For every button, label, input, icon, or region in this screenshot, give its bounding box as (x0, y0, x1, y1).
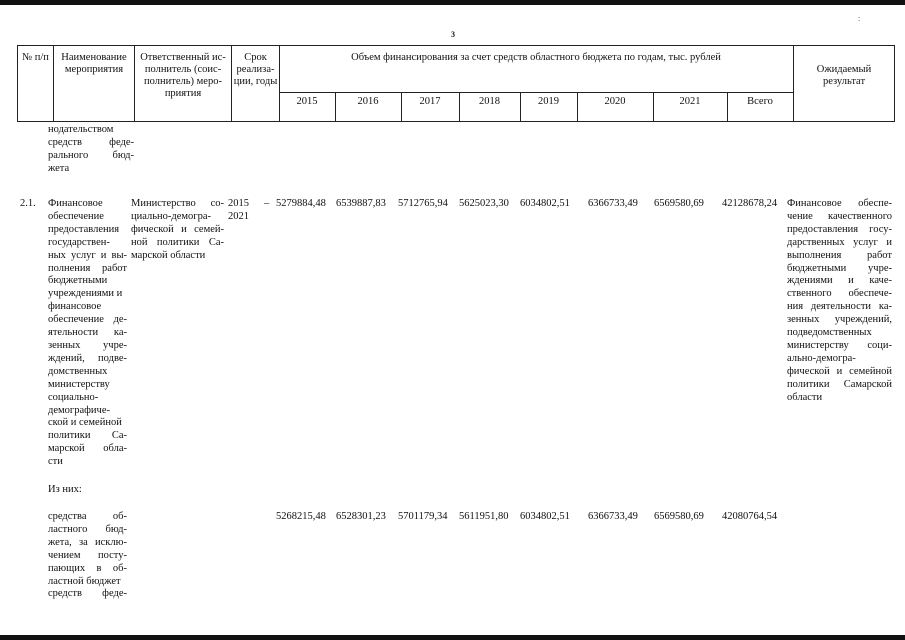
header-name: Наименование мероприятия (61, 52, 127, 75)
year-header: 2017 (419, 96, 441, 107)
header-term: Срок реализации, годы (233, 52, 278, 87)
header-funding: Объем финансирования за счет средств областного бюджета по годам, тыс. рублей (351, 52, 721, 63)
value-total: 42128678,24 (722, 198, 778, 209)
value-2015: 5279884,48 (276, 198, 326, 209)
value-2018: 5625023,30 (459, 198, 509, 209)
header-result: Ожидаемый результат (816, 64, 872, 87)
year-header: 2021 (679, 96, 701, 107)
sub-value-2020: 6366733,49 (588, 511, 638, 522)
row-name: Финансовое обеспечение предоставления государствен- ных услуг и вы- полнения работ бюджетными учреждениями и финансовое обеспечение де- ятельности ка- зенных учре- ждений, подве- домственных министерству социально- демографиче- ской и семейной политики Са- марской обла- сти (48, 198, 127, 468)
row-border (17, 45, 895, 46)
value-2019: 6034802,51 (520, 198, 570, 209)
col-border (279, 45, 280, 122)
sub-row-name: средства об- ластного бюд- жета, за исклю- чением посту- пающих в об- ластной бюджет средств феде- (48, 511, 127, 600)
col-border (894, 45, 895, 122)
budget-table-header (17, 45, 895, 122)
sub-value-2015: 5268215,48 (276, 511, 326, 522)
col-border (134, 45, 135, 122)
continued-name-text: нодательством средств феде- рального бюд- жета (48, 124, 134, 174)
bottom-border-rule (0, 635, 905, 640)
value-2017: 5712765,94 (398, 198, 448, 209)
sub-value-2018: 5611951,80 (459, 511, 509, 522)
sub-value-2017: 5701179,34 (398, 511, 448, 522)
row-dash: – (264, 198, 270, 209)
row-term: 2015 2021 (228, 198, 249, 222)
year-header: 2015 (296, 96, 318, 107)
col-border (793, 45, 794, 122)
sub-value-2016: 6528301,23 (336, 511, 386, 522)
corner-mark: : (858, 14, 861, 23)
sub-value-2021: 6569580,69 (654, 511, 704, 522)
row-border (279, 92, 793, 93)
header-num: № п/п (22, 52, 49, 63)
value-2021: 6569580,69 (654, 198, 704, 209)
row-result: Финансовое обеспе- чение качественного предоставления госу- дарственных услуг и выполнения работ бюджетными учре- ждениями и каче- ственного обеспече- ния деятельности ка- зенных учреждений, подведомственных министерству соци- ально-демогра- фической и семейной политики Самарской области (787, 198, 892, 403)
header-executor: Ответственный исполнитель (соисполнитель) мероприятия (140, 52, 226, 99)
row-executor: Министерство со- циально-демогра- фической и семей- ной политики Са- марской области (131, 198, 224, 261)
sub-value-2019: 6034802,51 (520, 511, 570, 522)
of-them-label: Из них: (48, 484, 82, 495)
row-number: 2.1. (20, 198, 36, 209)
year-header: 2019 (538, 96, 559, 107)
col-border (53, 45, 54, 122)
year-header: 2020 (604, 96, 626, 107)
top-border-rule (0, 0, 905, 5)
page-number: 3 (451, 30, 455, 39)
year-header: 2018 (479, 96, 500, 107)
sub-value-total: 42080764,54 (722, 511, 778, 522)
year-header-total: Всего (747, 96, 773, 107)
value-2020: 6366733,49 (588, 198, 638, 209)
value-2016: 6539887,83 (336, 198, 386, 209)
row-border (17, 121, 895, 122)
year-header: 2016 (357, 96, 379, 107)
